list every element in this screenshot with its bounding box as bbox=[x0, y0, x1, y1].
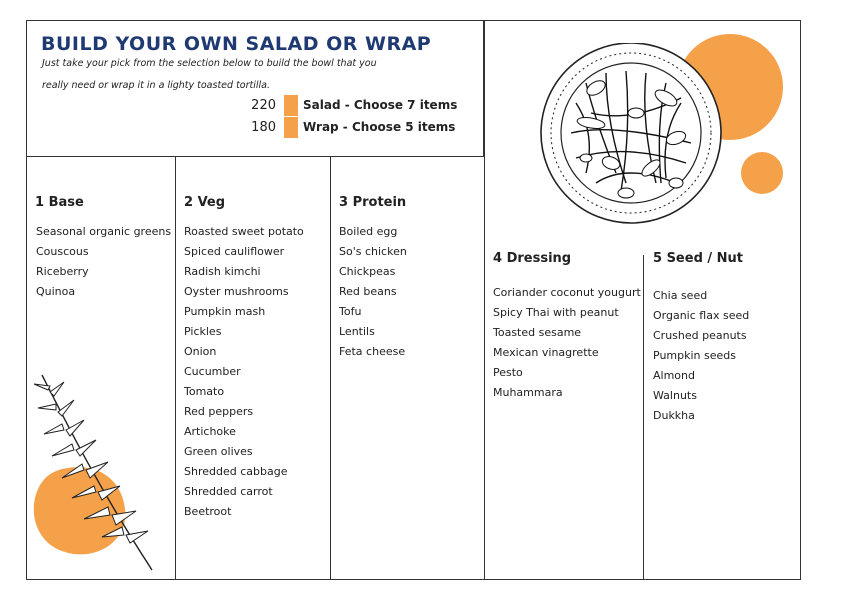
salad-bowl-illustration bbox=[536, 43, 736, 243]
list-item: Muhammara bbox=[493, 386, 563, 399]
list-item: Seasonal organic greens bbox=[36, 225, 172, 238]
list-item: Pumpkin mash bbox=[184, 305, 266, 318]
list-item: Organic flax seed bbox=[653, 309, 750, 322]
list-item: Coriander coconut yougurt bbox=[493, 286, 641, 299]
column-title-dressing: 4 Dressing bbox=[493, 251, 572, 266]
list-item: Dukkha bbox=[653, 409, 695, 422]
subtitle-line-1: Just take your pick from the selection below to build the bowl that you bbox=[42, 58, 377, 69]
list-seed-nut bbox=[653, 286, 749, 426]
column-title-veg: 2 Veg bbox=[184, 195, 226, 210]
option-price: 220 bbox=[251, 97, 276, 113]
list-item: Tomato bbox=[184, 385, 225, 398]
option-wrap bbox=[240, 116, 455, 138]
list-item: Green olives bbox=[184, 445, 253, 458]
list-item: Chia seed bbox=[653, 289, 708, 302]
rosemary-sprig-illustration bbox=[30, 370, 160, 575]
list-item: Crushed peanuts bbox=[653, 329, 747, 342]
option-salad bbox=[240, 94, 457, 116]
list-item: Beetroot bbox=[184, 505, 232, 518]
list-item: Roasted sweet potato bbox=[184, 225, 304, 238]
list-item: Toasted sesame bbox=[493, 326, 582, 339]
option-label: Wrap - Choose 5 items bbox=[303, 120, 456, 134]
option-label: Salad - Choose 7 items bbox=[303, 98, 458, 112]
accent-bar bbox=[284, 117, 298, 138]
list-item: Almond bbox=[653, 369, 695, 382]
list-item: Couscous bbox=[36, 245, 89, 258]
list-item: Oyster mushrooms bbox=[184, 285, 289, 298]
list-item: Red beans bbox=[339, 285, 397, 298]
subtitle-line-2: really need or wrap it in a lighty toasted tortilla. bbox=[42, 80, 270, 91]
list-item: Pickles bbox=[184, 325, 222, 338]
list-base bbox=[36, 222, 171, 302]
page-title: BUILD YOUR OWN SALAD OR WRAP bbox=[41, 33, 432, 55]
list-item: Chickpeas bbox=[339, 265, 396, 278]
accent-bar bbox=[284, 95, 298, 116]
list-item: Radish kimchi bbox=[184, 265, 261, 278]
option-price: 180 bbox=[251, 119, 276, 135]
list-item: Boiled egg bbox=[339, 225, 398, 238]
list-veg bbox=[184, 222, 304, 522]
list-item: Lentils bbox=[339, 325, 375, 338]
list-item: Pumpkin seeds bbox=[653, 349, 736, 362]
list-protein bbox=[339, 222, 407, 362]
list-item: Riceberry bbox=[36, 265, 89, 278]
list-item: Feta cheese bbox=[339, 345, 406, 358]
list-item: Spicy Thai with peanut bbox=[493, 306, 619, 319]
list-item: Walnuts bbox=[653, 389, 697, 402]
column-title-protein: 3 Protein bbox=[339, 195, 407, 210]
list-item: Quinoa bbox=[36, 285, 76, 298]
list-item: Spiced cauliflower bbox=[184, 245, 285, 258]
list-item: Shredded cabbage bbox=[184, 465, 288, 478]
list-item: Cucumber bbox=[184, 365, 241, 378]
list-item: Artichoke bbox=[184, 425, 236, 438]
list-item: Onion bbox=[184, 345, 217, 358]
list-item: Pesto bbox=[493, 366, 523, 379]
list-item: Mexican vinagrette bbox=[493, 346, 599, 359]
list-item: Tofu bbox=[339, 305, 362, 318]
column-title-base: 1 Base bbox=[35, 195, 84, 210]
list-item: So's chicken bbox=[339, 245, 407, 258]
column-title-seed-nut: 5 Seed / Nut bbox=[653, 251, 744, 266]
list-dressing bbox=[493, 283, 641, 403]
list-item: Shredded carrot bbox=[184, 485, 273, 498]
list-item: Red peppers bbox=[184, 405, 254, 418]
